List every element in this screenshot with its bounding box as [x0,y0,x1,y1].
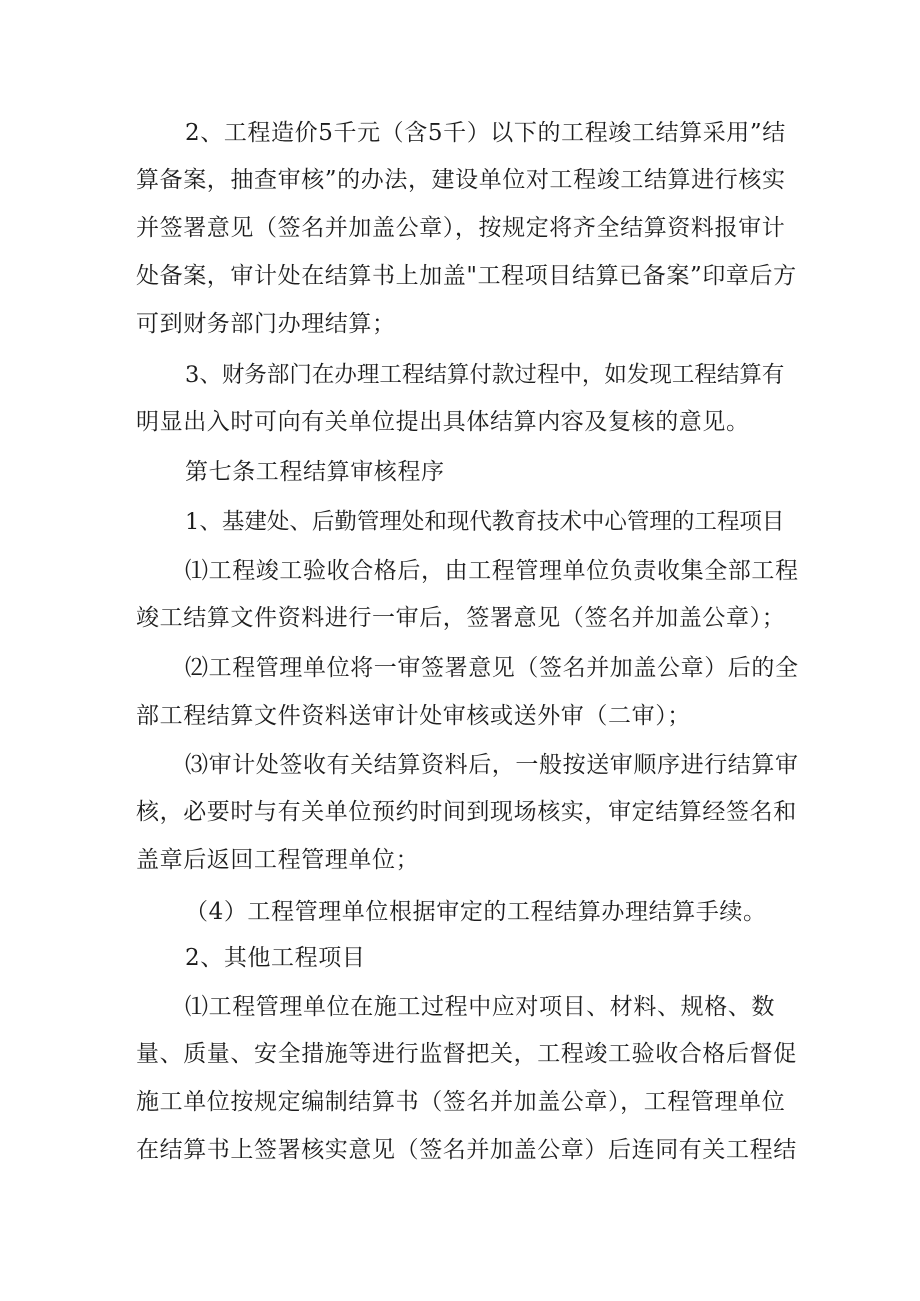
text-line: 竣工结算文件资料进行一审后，签署意见（签名并加盖公章）； [136,605,786,631]
text-line: 核，必要时与有关单位预约时间到现场核实，审定结算经签名和 [136,799,797,825]
text-line: 算备案，抽查审核”的办法，建设单位对工程竣工结算进行核实 [136,167,786,193]
text-line: 施工单位按规定编制结算书（签名并加盖公章），工程管理单位 [136,1089,786,1115]
text-line: （4）工程管理单位根据审定的工程结算办理结算手续。 [185,899,767,925]
text-line: 部工程结算文件资料送审计处审核或送外审（二审）； [136,703,691,729]
text-line: ⑴工程管理单位在施工过程中应对项目、材料、规格、数 [185,994,775,1020]
text-line: 2、其他工程项目 [185,945,366,971]
text-line: 在结算书上签署核实意见（签名并加盖公章）后连同有关工程结 [136,1137,797,1163]
section-heading: 第七条工程结算审核程序 [185,459,445,485]
text-line: ⑶审计处签收有关结算资料后，一般按送审顺序进行结算审 [185,752,799,778]
text-line: ⑵工程管理单位将一审签署意见（签名并加盖公章）后的全 [185,655,799,681]
text-line: 1、基建处、后勤管理处和现代教育技术中心管理的工程项目 [185,509,785,535]
text-line: ⑴工程竣工验收合格后，由工程管理单位负责收集全部工程 [185,558,799,584]
text-line: 量、质量、安全措施等进行监督把关，工程竣工验收合格后督促 [136,1041,797,1067]
text-line: 2、工程造价5千元（含5千）以下的工程竣工结算采用”结 [185,120,786,146]
text-line: 明显出入时可向有关单位提出具体结算内容及复核的意见。 [136,409,750,435]
text-line: 可到财务部门办理结算； [136,311,396,337]
text-line: 并签署意见（签名并加盖公章），按规定将齐全结算资料报审计 [136,215,786,241]
text-line: 处备案，审计处在结算书上加盖"工程项目结算已备案”印章后方 [136,263,797,289]
text-line: 3、财务部门在办理工程结算付款过程中，如发现工程结算有 [185,362,785,388]
text-line: 盖章后返回工程管理单位； [136,847,420,873]
